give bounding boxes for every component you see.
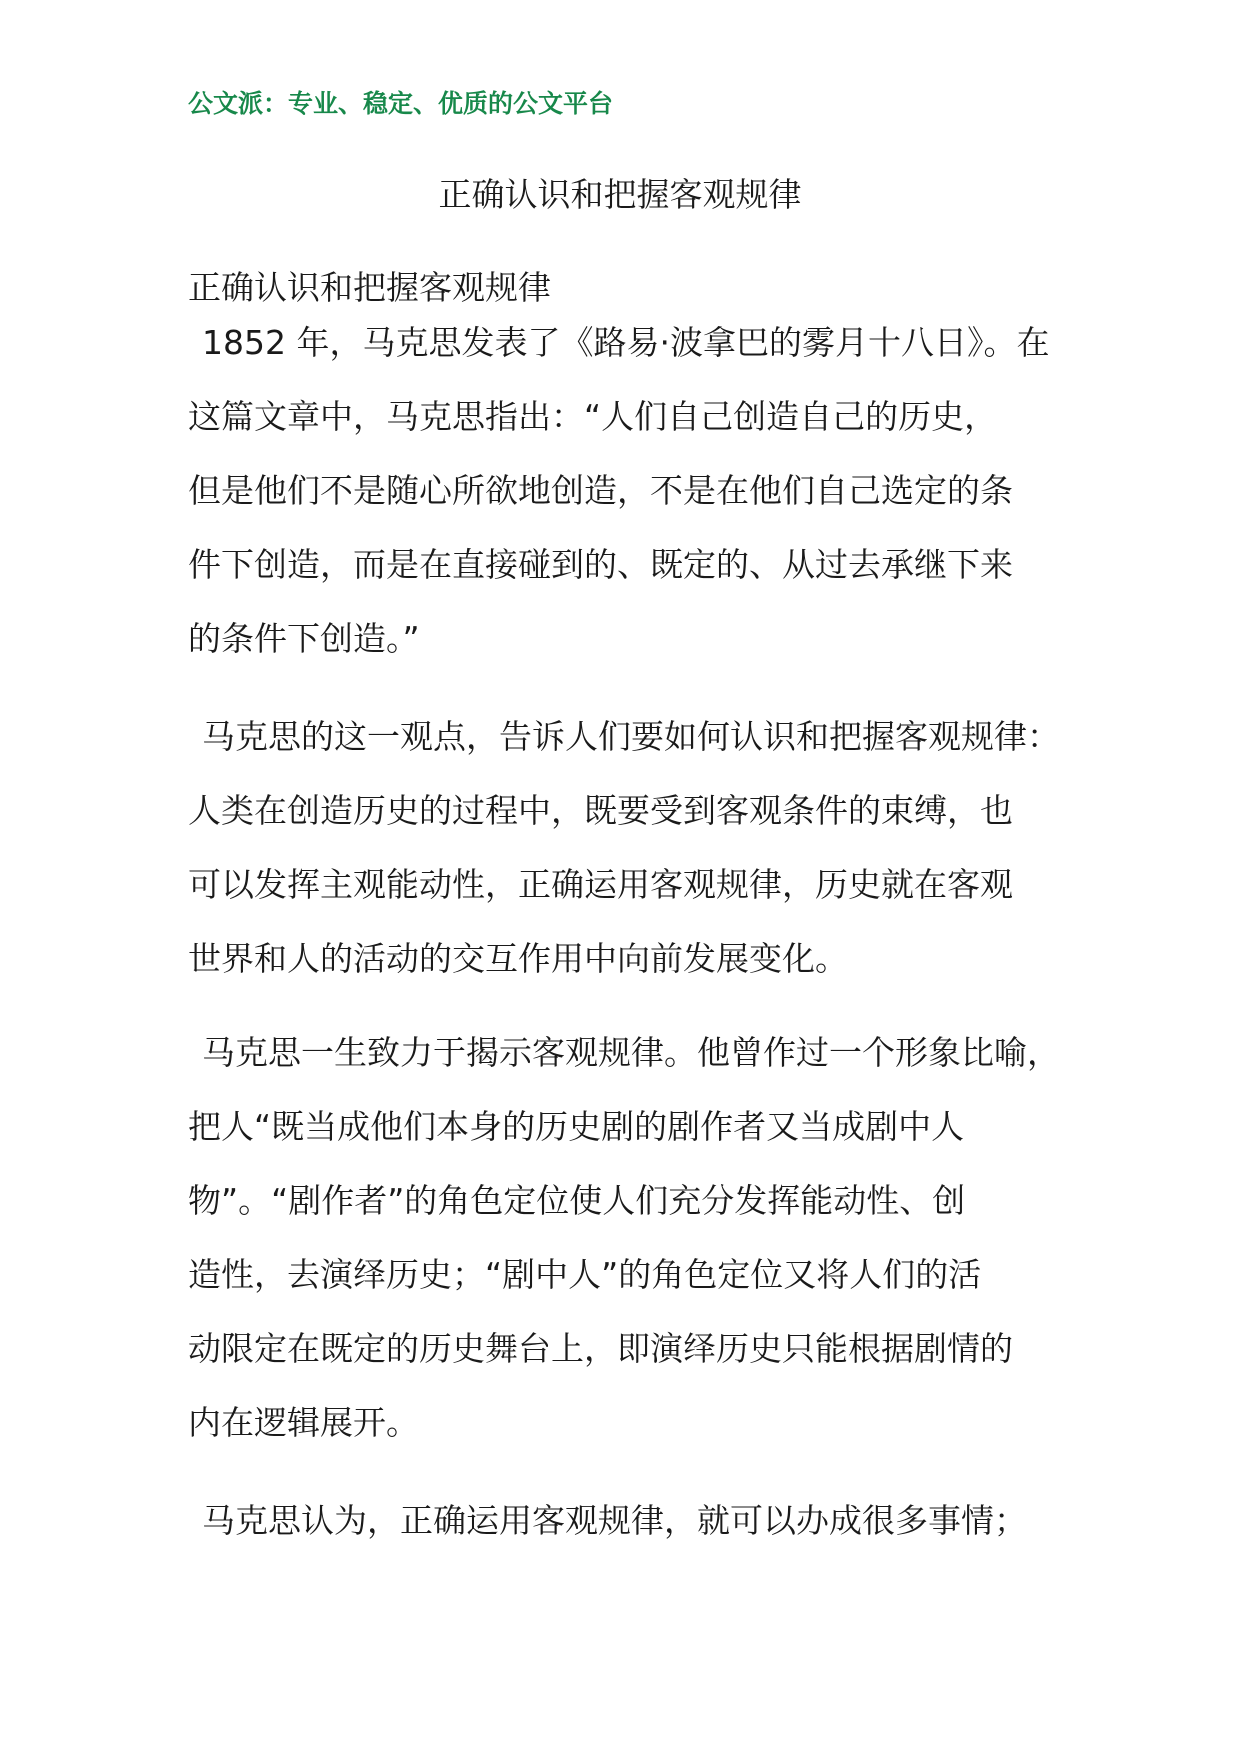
paragraph-line: 动限定在既定的历史舞台上，即演绎历史只能根据剧情的 bbox=[188, 1329, 1013, 1368]
paragraph-line: 人类在创造历史的过程中，既要受到客观条件的束缚，也 bbox=[188, 791, 1013, 830]
paragraph-line: 物”。“剧作者”的角色定位使人们充分发挥能动性、创 bbox=[188, 1181, 966, 1220]
paragraph-line: 这篇文章中，马克思指出：“人们自己创造自己的历史， bbox=[188, 397, 998, 436]
paragraph-line: 的条件下创造。” bbox=[188, 619, 420, 658]
section-heading: 正确认识和把握客观规律 bbox=[188, 268, 551, 307]
header-brand: 公文派：专业、稳定、优质的公文平台 bbox=[188, 89, 614, 118]
paragraph-line: 造性，去演绎历史；“剧中人”的角色定位又将人们的活 bbox=[188, 1255, 982, 1294]
paragraph-line: 件下创造，而是在直接碰到的、既定的、从过去承继下来 bbox=[188, 545, 1013, 584]
paragraph-4 bbox=[188, 1484, 1068, 1582]
paragraph-3 bbox=[188, 1016, 1068, 1484]
paragraph-line: 1852 年，马克思发表了《路易·波拿巴的雾月十八日》。在 bbox=[202, 323, 1050, 362]
paragraph-line: 马克思的这一观点，告诉人们要如何认识和把握客观规律： bbox=[202, 717, 1060, 756]
paragraph-line: 可以发挥主观能动性，正确运用客观规律，历史就在客观 bbox=[188, 865, 1013, 904]
paragraph-line: 把人“既当成他们本身的历史剧的剧作者又当成剧中人 bbox=[188, 1107, 965, 1146]
paragraph-line: 马克思一生致力于揭示客观规律。他曾作过一个形象比喻， bbox=[202, 1033, 1060, 1072]
paragraph-line: 世界和人的活动的交互作用中向前发展变化。 bbox=[188, 939, 848, 978]
paragraph-line: 内在逻辑展开。 bbox=[188, 1403, 419, 1442]
page-title: 正确认识和把握客观规律 bbox=[438, 175, 802, 214]
paragraph-1 bbox=[188, 306, 1068, 700]
paragraph-line: 但是他们不是随心所欲地创造，不是在他们自己选定的条 bbox=[188, 471, 1013, 510]
paragraph-line: 马克思认为，正确运用客观规律，就可以办成很多事情； bbox=[202, 1501, 1027, 1540]
paragraph-2 bbox=[188, 700, 1068, 1020]
